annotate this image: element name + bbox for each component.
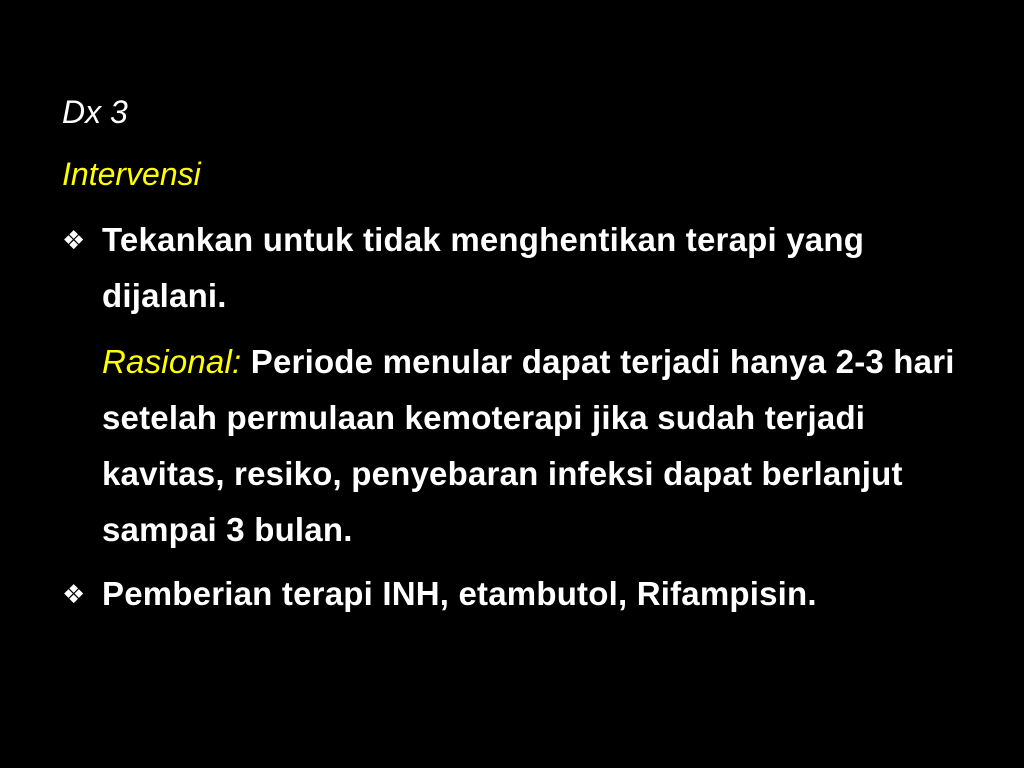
bullet-item: [62, 566, 982, 622]
rasional-text: Periode menular dapat terjadi hanya 2-3 hari setelah permulaan kemoterapi jika sudah terjadi kavitas, resiko, penyebaran infeksi dapat berlanjut sampai 3 bulan.: [102, 343, 955, 548]
bullet-text: Tekankan untuk tidak menghentikan terapi yang dijalani.: [102, 221, 865, 314]
bullet-text: Pemberian terapi INH, etambutol, Rifampisin.: [102, 575, 817, 612]
rasional-paragraph: [102, 334, 982, 558]
rasional-label: Rasional:: [102, 343, 242, 380]
slide-content: [62, 92, 982, 632]
bullet-item: [62, 212, 982, 324]
intervensi-heading: Intervensi: [62, 156, 201, 192]
diamond-bullet-icon: ❖: [62, 225, 86, 255]
diamond-bullet-icon: ❖: [62, 579, 86, 609]
diagnosis-heading: Dx 3: [62, 94, 128, 130]
